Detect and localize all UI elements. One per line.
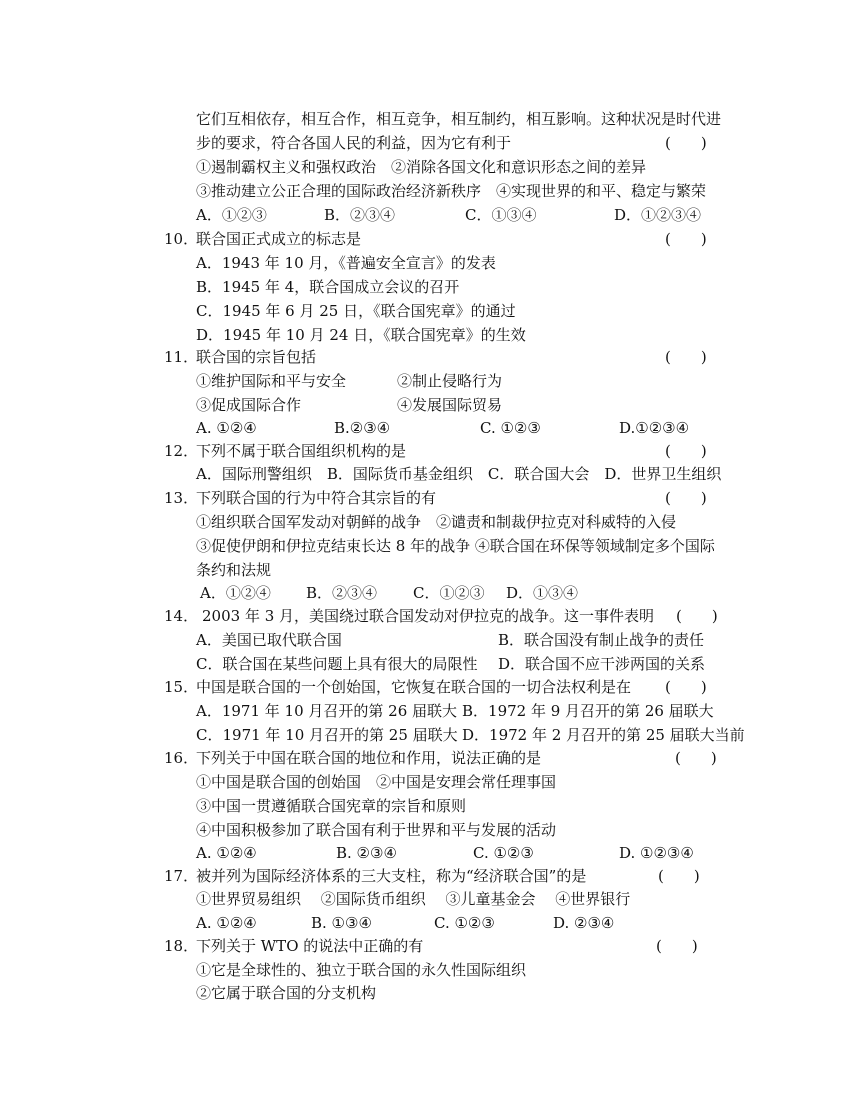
- q16-option-d: D. ①②③④: [619, 844, 694, 862]
- q9-line-1: 它们互相依存，相互合作，相互竞争，相互制约，相互影响。这种状况是时代进: [196, 110, 722, 128]
- q15-option-d: D．1972 年 2 月召开的第 25 届联大当前: [462, 726, 745, 744]
- q9-option-c: C．①③④: [465, 206, 537, 224]
- q10-answer-paren: ( ): [665, 230, 707, 248]
- q18-statement-1: ①它是全球性的、独立于联合国的永久性国际组织: [196, 961, 527, 979]
- q15-answer-paren: ( ): [665, 678, 707, 696]
- q14-stem: 2003 年 3 月，美国绕过联合国发动对伊拉克的战争。这一事件表明: [202, 607, 655, 625]
- q18-stem: 下列关于 WTO 的说法中正确的有: [196, 937, 424, 955]
- q10-option-a: A．1943 年 10 月，《普遍安全宣言》的发表: [196, 254, 496, 272]
- q13-statement-2: ③促使伊朗和伊拉克结束长达 8 年的战争 ④联合国在环保等领域制定多个国际: [196, 537, 715, 555]
- q13-statement-3: 条约和法规: [196, 561, 272, 579]
- q11-statement-2: ②制止侵略行为: [397, 372, 503, 390]
- q10-option-d: D．1945 年 10 月 24 日，《联合国宪章》的生效: [196, 326, 526, 344]
- q14-number: 14．: [164, 607, 199, 625]
- q10-stem: 联合国正式成立的标志是: [196, 230, 362, 248]
- q10-option-b: B．1945 年 4，联合国成立会议的召开: [196, 278, 460, 296]
- q11-option-d: D.①②③④: [619, 419, 690, 437]
- q16-number: 16．: [164, 749, 199, 767]
- q16-statement-1: ①中国是联合国的创始国 ②中国是安理会常任理事国: [196, 773, 557, 791]
- q13-answer-paren: ( ): [665, 489, 707, 507]
- q17-option-a: A. ①②④: [196, 914, 257, 932]
- q16-stem: 下列关于中国在联合国的地位和作用，说法正确的是: [196, 749, 542, 767]
- q18-answer-paren: ( ): [656, 937, 698, 955]
- q13-option-a: A．①②④: [200, 584, 271, 602]
- q15-option-a: A．1971 年 10 月召开的第 26 届联大: [196, 702, 458, 720]
- q15-option-c: C．1971 年 10 月召开的第 25 届联大: [196, 726, 458, 744]
- q9-statement-1: ①遏制霸权主义和强权政治 ②消除各国文化和意识形态之间的差异: [196, 158, 647, 176]
- q14-option-a: A．美国已取代联合国: [196, 631, 342, 649]
- q13-option-c: C．①②③: [413, 584, 485, 602]
- q12-options: A．国际刑警组织 B．国际货币基金组织 C．联合国大会 D．世界卫生组织: [196, 465, 722, 483]
- q11-statement-3: ③促成国际合作: [196, 396, 302, 414]
- q11-answer-paren: ( ): [665, 348, 707, 366]
- q17-statement-1: ①世界贸易组织 ②国际货币组织 ③儿童基金会 ④世界银行: [196, 890, 631, 908]
- q9-option-b: B．②③④: [324, 206, 396, 224]
- q15-option-b: B．1972 年 9 月召开的第 26 届联大: [462, 702, 714, 720]
- q9-line-2: 步的要求，符合各国人民的利益，因为它有利于: [196, 134, 512, 152]
- q14-option-b: B．联合国没有制止战争的责任: [498, 631, 705, 649]
- q14-option-d: D．联合国不应干涉两国的关系: [498, 655, 706, 673]
- q17-option-d: D. ②③④: [553, 914, 615, 932]
- q11-option-a: A. ①②④: [196, 419, 257, 437]
- q11-statement-4: ④发展国际贸易: [397, 396, 503, 414]
- q12-number: 12．: [164, 442, 199, 460]
- q9-statement-2: ③推动建立公正合理的国际政治经济新秩序 ④实现世界的和平、稳定与繁荣: [196, 182, 707, 200]
- q9-option-d: D．①②③④: [614, 206, 702, 224]
- q16-option-a: A. ①②④: [196, 844, 257, 862]
- q16-statement-2: ③中国一贯遵循联合国宪章的宗旨和原则: [196, 797, 467, 815]
- q15-number: 15．: [164, 678, 199, 696]
- q16-option-c: C. ①②③: [473, 844, 534, 862]
- q11-stem: 联合国的宗旨包括: [196, 348, 317, 366]
- q10-number: 10．: [164, 230, 199, 248]
- q17-option-b: B. ①③④: [311, 914, 372, 932]
- q16-answer-paren: ( ): [675, 749, 717, 767]
- q13-option-b: B．②③④: [306, 584, 378, 602]
- q14-option-c: C．联合国在某些问题上具有很大的局限性: [196, 655, 478, 673]
- q11-option-c: C. ①②③: [480, 419, 541, 437]
- q17-answer-paren: ( ): [658, 867, 700, 885]
- q12-stem: 下列不属于联合国组织机构的是: [196, 442, 407, 460]
- q13-option-d: D．①③④: [506, 584, 579, 602]
- q11-option-b: B.②③④: [334, 419, 391, 437]
- q9-answer-paren: ( ): [665, 134, 707, 152]
- q11-number: 11．: [164, 348, 199, 366]
- q17-option-c: C. ①②③: [434, 914, 495, 932]
- q16-statement-3: ④中国积极参加了联合国有利于世界和平与发展的活动: [196, 821, 557, 839]
- q13-number: 13．: [164, 489, 199, 507]
- q13-stem: 下列联合国的行为中符合其宗旨的有: [196, 489, 437, 507]
- q13-statement-1: ①组织联合国军发动对朝鲜的战争 ②谴责和制裁伊拉克对科威特的入侵: [196, 513, 677, 531]
- q18-number: 18．: [164, 937, 199, 955]
- q15-stem: 中国是联合国的一个创始国，它恢复在联合国的一切合法权利是在: [196, 678, 632, 696]
- q17-number: 17．: [164, 867, 199, 885]
- q11-statement-1: ①维护国际和平与安全: [196, 372, 347, 390]
- q10-option-c: C．1945 年 6 月 25 日，《联合国宪章》的通过: [196, 302, 516, 320]
- q17-stem: 被并列为国际经济体系的三大支柱，称为“经济联合国”的是: [196, 867, 587, 885]
- q14-answer-paren: ( ): [676, 607, 718, 625]
- q18-statement-2: ②它属于联合国的分支机构: [196, 984, 377, 1002]
- q9-option-a: A．①②③: [196, 206, 267, 224]
- q12-answer-paren: ( ): [665, 442, 707, 460]
- q16-option-b: B. ②③④: [336, 844, 397, 862]
